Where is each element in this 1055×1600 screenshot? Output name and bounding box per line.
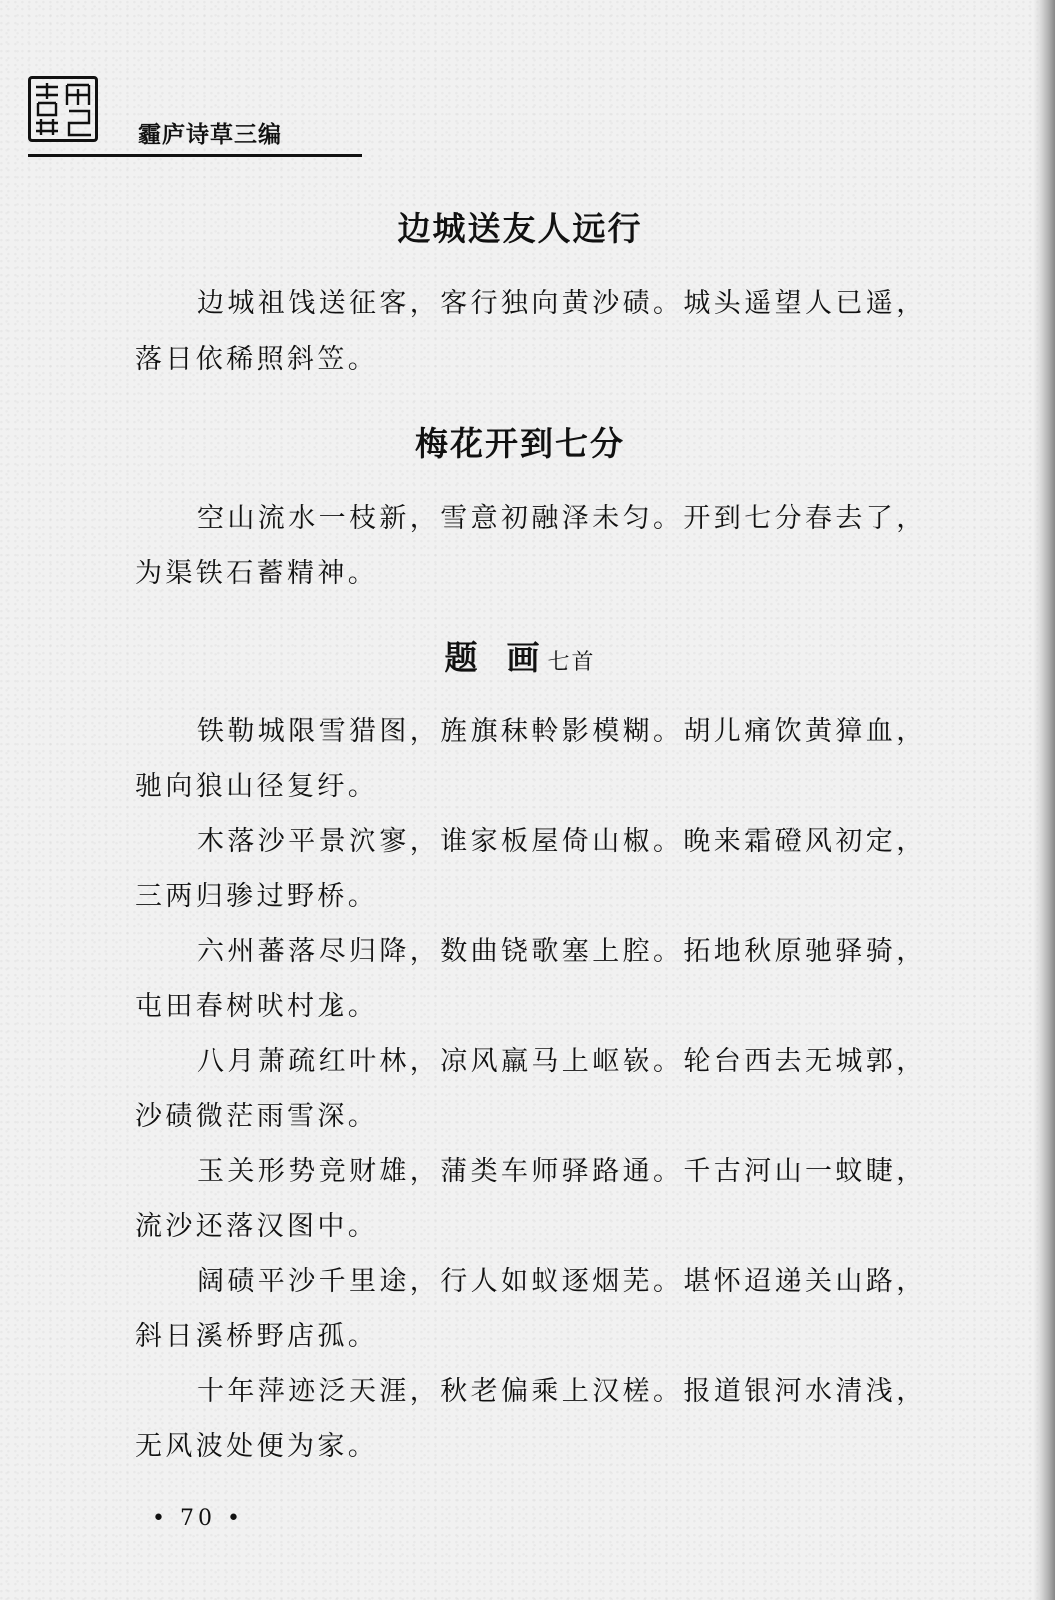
poem-line: 阔碛平沙千里途，行人如蚁逐烟芜。堪怀迢递关山路， [197, 1266, 927, 1297]
header-rule [28, 154, 362, 157]
running-header-title: 霾庐诗草三编 [138, 122, 282, 148]
poem-title: 梅花开到七分 [415, 424, 625, 463]
poem-title-note: 七首 [547, 650, 596, 675]
poem-line: 边城祖饯送征客，客行独向黄沙碛。城头遥望人已遥， [197, 288, 927, 319]
seal-logo [28, 76, 98, 142]
poem-line: 流沙还落汉图中。 [135, 1211, 379, 1242]
poem-line: 驰向狼山径复纡。 [135, 771, 379, 802]
poem-line: 八月萧疏红叶林，凉风羸马上岖嵚。轮台西去无城郭， [197, 1046, 927, 1077]
poem-line: 玉关形势竞财雄，蒲类车师驿路通。千古河山一蚊睫， [197, 1156, 927, 1187]
seal-glyph-icon [31, 79, 95, 139]
page-edge-shadow [1033, 0, 1055, 1600]
page-number: • 70 • [152, 1506, 244, 1531]
poem-line: 铁勒城限雪猎图，旌旗秣軨影模糊。胡儿痛饮黄獐血， [197, 716, 927, 747]
poem-line: 十年萍迹泛天涯，秋老偏乘上汉槎。报道银河水清浅， [197, 1376, 927, 1407]
poem-line: 空山流水一枝新，雪意初融泽未匀。开到七分春去了， [197, 503, 927, 534]
poem-line: 屯田春树吠村尨。 [135, 991, 379, 1022]
poem-line: 三两归骖过野桥。 [135, 881, 379, 912]
poem-title: 边城送友人远行 [397, 209, 643, 248]
poem-line: 沙碛微茫雨雪深。 [135, 1101, 379, 1132]
poem-title: 题 画 [444, 638, 542, 677]
poem-line: 为渠铁石蓄精神。 [135, 558, 379, 589]
poem-line: 斜日溪桥野店孤。 [135, 1321, 379, 1352]
poem-line: 六州蕃落尽归降，数曲铙歌塞上腔。拓地秋原驰驿骑， [197, 936, 927, 967]
poem-line: 落日依稀照斜笠。 [135, 344, 379, 375]
poem-line: 木落沙平景泬寥，谁家板屋倚山椒。晚来霜磴风初定， [197, 826, 927, 857]
poem-title-group [0, 632, 1040, 679]
poem-line: 无风波处便为家。 [135, 1431, 379, 1462]
